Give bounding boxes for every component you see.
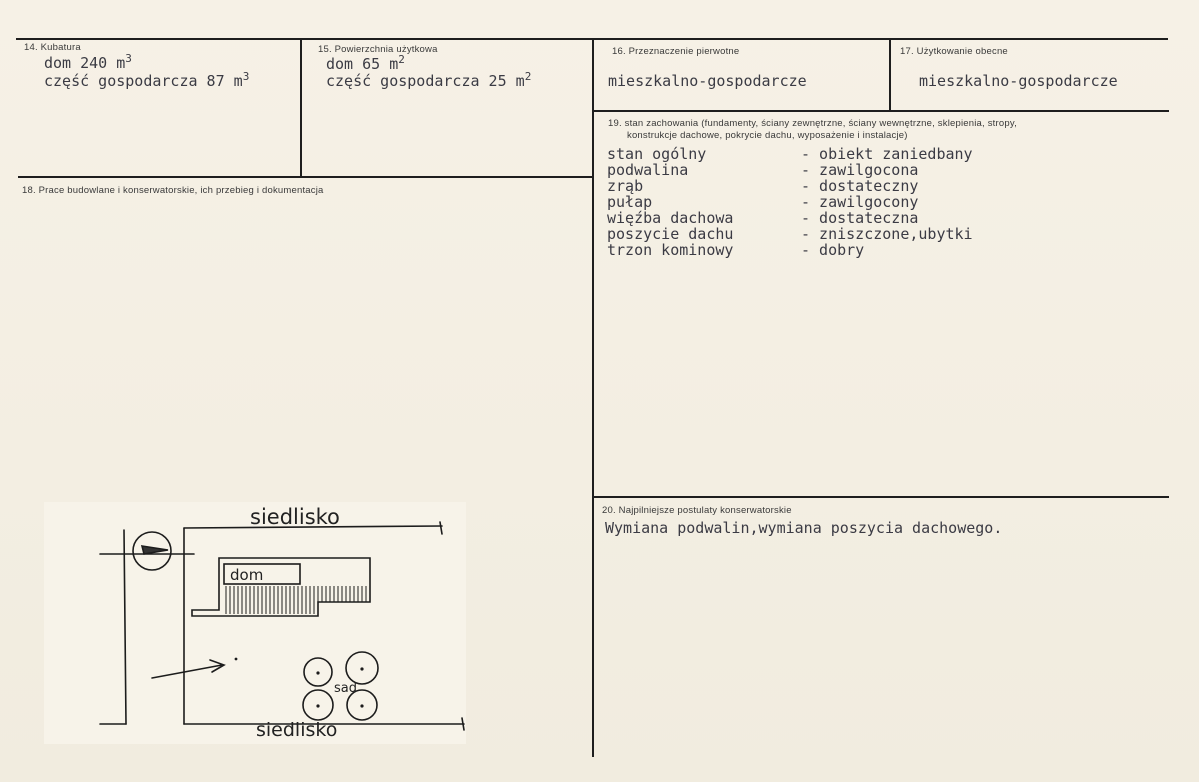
rule-under-14-15 [18,176,594,178]
field-17-label: 17. Użytkowanie obecne [900,46,1008,57]
site-sketch [44,502,466,744]
divider-16-17 [889,39,891,111]
top-tick [440,522,442,534]
condition-name: pułap [607,193,653,211]
field-20-value: Wymiana podwalin,wymiana poszycia dachowego. [605,519,1003,537]
house-outline [192,558,370,616]
field-15-value-line1: dom 65 $m^2$ [326,53,405,73]
house-hatching [226,586,366,614]
condition-value: - dostateczna [801,209,919,227]
sketch-house-label: dom [230,566,264,584]
condition-value: - zawilgocona [801,161,919,179]
condition-value: - obiekt zaniedbany [801,145,973,163]
field-16-label: 16. Przeznaczenie pierwotne [612,46,740,57]
field-18-label: 18. Prace budowlane i konserwatorskie, ich przebieg i dokumentacja [22,185,324,196]
field-19-label-line1: 19. stan zachowania (fundamenty, ściany zewnętrzne, ściany wewnętrzne, sklepienia, stropy, [608,118,1017,129]
condition-name: poszycie dachu [607,225,734,243]
condition-name: więźba dachowa [607,209,734,227]
condition-value: - zniszczone,ubytki [801,225,973,243]
tree-dot [316,671,319,674]
marker-dot [235,658,238,661]
bottom-tick [462,718,464,730]
rule-under-16-17 [593,110,1169,112]
rule-above-20 [593,496,1169,498]
sketch-orchard-label: sad [334,681,357,696]
north-arrow-icon [142,546,168,554]
field-20-label: 20. Najpilniejsze postulaty konserwatorskie [602,505,792,516]
sketch-top-label: siedlisko [250,505,340,529]
field-14-value-line1: dom 240 $m^3$ [44,52,132,72]
condition-value: - dostateczny [801,177,919,195]
condition-value: - zawilgocony [801,193,919,211]
tree-dot [360,667,363,670]
divider-left-right [592,39,594,757]
field-14-value-line2: część gospodarcza 87 $m^3$ [44,70,250,90]
condition-name: trzon kominowy [607,241,734,259]
field-15-label: 15. Powierzchnia użytkowa [318,44,438,55]
site-sketch-drawing [44,502,466,744]
condition-value: - dobry [801,241,865,259]
outer-boundary-line [124,530,126,724]
field-16-value: mieszkalno-gospodarcze [608,72,807,90]
divider-14-15 [300,39,302,177]
field-19-label-line2: konstrukcje dachowe, pokrycie dachu, wyposażenie i instalacje) [627,130,908,141]
field-14-label: 14. Kubatura [24,42,81,53]
condition-list [607,145,1167,265]
condition-name: stan ogólny [607,145,707,163]
condition-name: podwalina [607,161,689,179]
tree-dot [316,704,319,707]
condition-name: zrąb [607,177,644,195]
field-17-value: mieszkalno-gospodarcze [919,72,1118,90]
sketch-bottom-label: siedlisko [256,719,338,741]
field-15-value-line2: część gospodarcza 25 $m^2$ [326,70,532,90]
tree-dot [360,704,363,707]
